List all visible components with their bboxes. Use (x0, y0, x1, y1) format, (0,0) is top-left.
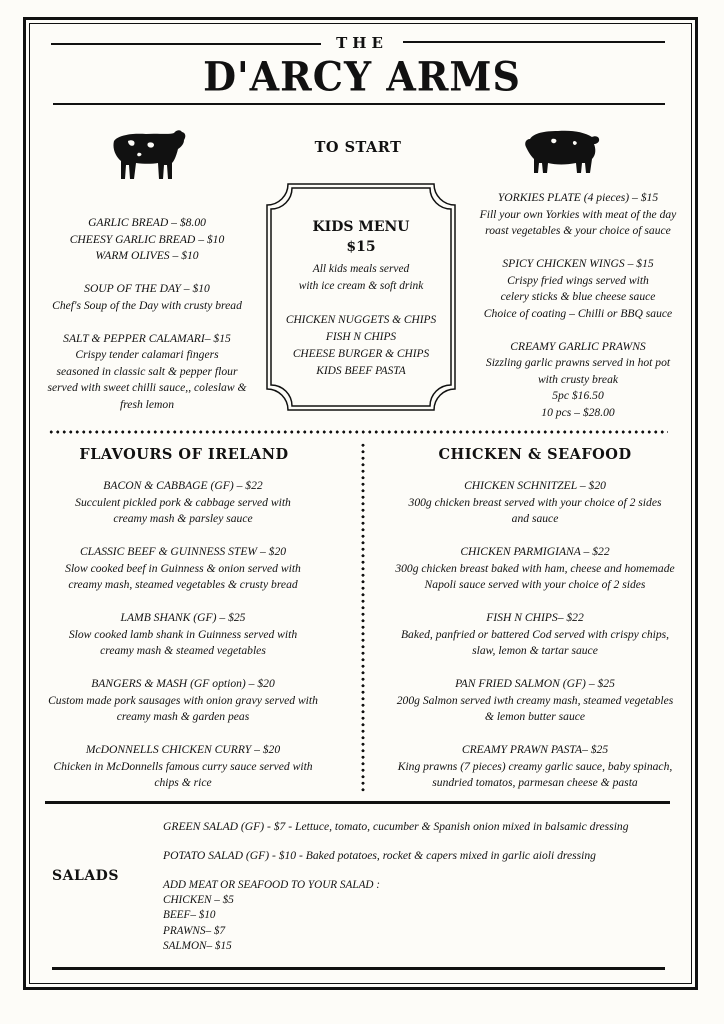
green-salad: GREEN SALAD (GF) - $7 - Lettuce, tomato, cucumber & Spanish onion mixed in balsamic dressing (163, 820, 629, 833)
cow-icon (108, 127, 188, 185)
menu-item (32, 281, 262, 314)
item-line: creamy mash, steamed vegetables & crusty bread (68, 578, 298, 591)
item-line: Slow cooked beef in Guinness & onion served with (65, 561, 301, 575)
item-line: fresh lemon (120, 397, 174, 411)
item-line: roast vegetables & your choice of sauce (485, 224, 671, 237)
kids-item: CHICKEN NUGGETS & CHIPS (285, 314, 437, 326)
menu-item (380, 676, 690, 726)
menu-item (32, 215, 262, 265)
chicken-seafood-heading: CHICKEN & SEAFOOD (438, 446, 632, 463)
kids-menu-title (266, 217, 456, 257)
item-line: creamy mash & parsley sauce (113, 512, 253, 525)
item-line: PAN FRIED SALMON (GF) – $25 (455, 677, 615, 690)
dotted-divider-horizontal (48, 430, 668, 434)
kids-menu-body (266, 261, 456, 380)
menu-item (458, 256, 698, 322)
item-line: chips & rice (154, 776, 212, 789)
item-line: Crispy fried wings served with (507, 273, 649, 287)
dotted-divider-vertical (361, 442, 365, 794)
item-line: slaw, lemon & tartar sauce (472, 644, 598, 657)
addons-heading: ADD MEAT OR SEAFOOD TO YOUR SALAD : (163, 879, 381, 891)
item-line: Napoli sauce served with your choice of 2 sides (424, 578, 646, 591)
to-start-heading: TO START (314, 139, 402, 156)
item-line: sundried tomatos, parmesan cheese & pasta (432, 776, 638, 789)
item-line: SALT & PEPPER CALAMARI– $15 (63, 331, 231, 345)
addon-item: PRAWNS– $7 (163, 924, 226, 937)
kids-menu-box (266, 183, 456, 411)
item-line: 5pc $16.50 (552, 389, 604, 402)
item-line: creamy mash & garden peas (116, 710, 250, 723)
kids-item: KIDS BEEF PASTA (316, 365, 406, 377)
item-line: LAMB SHANK (GF) – $25 (120, 611, 246, 624)
flavours-heading: FLAVOURS OF IRELAND (79, 446, 289, 463)
starters-left (32, 215, 262, 430)
item-line: 300g chicken breast served with your choice of 2 sides (408, 495, 662, 509)
item-line: Chef's Soup of the Day with crusty bread (52, 298, 242, 312)
item-line: CHICKEN PARMIGIANA – $22 (460, 545, 610, 558)
kids-menu-price: $15 (346, 239, 376, 255)
pig-icon (522, 127, 602, 179)
kids-note: with ice cream & soft drink (298, 280, 424, 292)
item-line: Succulent pickled pork & cabbage served with (75, 495, 291, 509)
item-line: SPICY CHICKEN WINGS – $15 (502, 257, 654, 270)
item-line: Baked, panfried or battered Cod served with crispy chips, (400, 627, 670, 641)
item-line: GARLIC BREAD – $8.00 (88, 216, 206, 229)
kids-item: CHEESE BURGER & CHIPS (292, 348, 430, 360)
item-line: with crusty break (537, 372, 619, 386)
item-line: 10 pcs – $28.00 (541, 405, 615, 419)
item-line: CREAMY PRAWN PASTA– $25 (461, 743, 609, 756)
addon-item: BEEF– $10 (163, 909, 216, 922)
item-line: Custom made pork sausages with onion gravy served with (48, 693, 318, 707)
item-line: creamy mash & steamed vegetables (100, 644, 266, 657)
item-line: McDONNELLS CHICKEN CURRY – $20 (85, 743, 281, 756)
menu-item (380, 610, 690, 660)
item-line: Choice of coating – Chilli or BBQ sauce (483, 306, 673, 320)
item-line: CREAMY GARLIC PRAWNS (510, 339, 646, 353)
header-rule-bottom (53, 103, 665, 105)
item-line: SOUP OF THE DAY – $10 (84, 282, 210, 295)
addon-item: CHICKEN – $5 (163, 894, 234, 907)
menu-item (34, 544, 332, 594)
menu-item (32, 331, 262, 414)
item-line: Fill your own Yorkies with meat of the day (479, 207, 677, 221)
item-line: Chicken in McDonnells famous curry sauce served with (53, 759, 313, 773)
item-line: CLASSIC BEEF & GUINNESS STEW – $20 (79, 545, 287, 558)
item-line: WARM OLIVES – $10 (95, 249, 199, 262)
item-line: Slow cooked lamb shank in Guinness served with (68, 627, 298, 641)
restaurant-name: D'ARCY ARMS (203, 52, 521, 101)
chicken-seafood-items (380, 478, 690, 808)
pre-title: THE (336, 34, 388, 52)
salads-rule-bottom (52, 967, 665, 970)
item-line: seasoned in classic salt & pepper flour (56, 364, 238, 378)
item-line: Crispy tender calamari fingers (75, 348, 219, 361)
item-line: Sizzling garlic prawns served in hot pot (485, 356, 671, 369)
item-line: FISH N CHIPS– $22 (486, 611, 584, 624)
menu-item (458, 339, 698, 422)
item-line: 200g Salmon served iwth creamy mash, steamed vegetables (396, 693, 674, 707)
potato-salad: POTATO SALAD (GF) - $10 - Baked potatoes, rocket & capers mixed in garlic aioli dressing (163, 849, 596, 862)
addon-item: SALMON– $15 (163, 939, 232, 952)
kids-item: FISH N CHIPS (325, 331, 397, 343)
kids-note: All kids meals served (312, 263, 410, 275)
item-line: and sauce (511, 512, 559, 525)
salads-heading: SALADS (52, 868, 119, 884)
item-line: & lemon butter sauce (484, 710, 586, 723)
flavours-items (34, 478, 332, 808)
menu-item (34, 610, 332, 660)
salad-addons (163, 878, 380, 954)
salads-rule-top (45, 801, 670, 804)
menu-item (380, 742, 690, 792)
item-line: YORKIES PLATE (4 pieces) – $15 (497, 191, 659, 204)
menu-item (380, 478, 690, 528)
menu-item (34, 676, 332, 726)
menu-item (34, 742, 332, 792)
item-line: served with sweet chilli sauce,, coleslaw & (47, 381, 247, 394)
item-line: CHICKEN SCHNITZEL – $20 (464, 479, 606, 492)
item-line: King prawns (7 pieces) creamy garlic sauce, baby spinach, (397, 759, 673, 773)
starters-right (458, 190, 698, 438)
menu-item (34, 478, 332, 528)
item-line: celery sticks & blue cheese sauce (500, 290, 656, 303)
kids-menu-heading: KIDS MENU (312, 219, 410, 235)
item-line: CHEESY GARLIC BREAD – $10 (69, 232, 225, 246)
menu-item (458, 190, 698, 240)
menu-item (380, 544, 690, 594)
item-line: 300g chicken breast baked with ham, cheese and homemade (395, 561, 675, 575)
item-line: BANGERS & MASH (GF option) – $20 (91, 677, 275, 690)
item-line: BACON & CABBAGE (GF) – $22 (103, 479, 263, 492)
